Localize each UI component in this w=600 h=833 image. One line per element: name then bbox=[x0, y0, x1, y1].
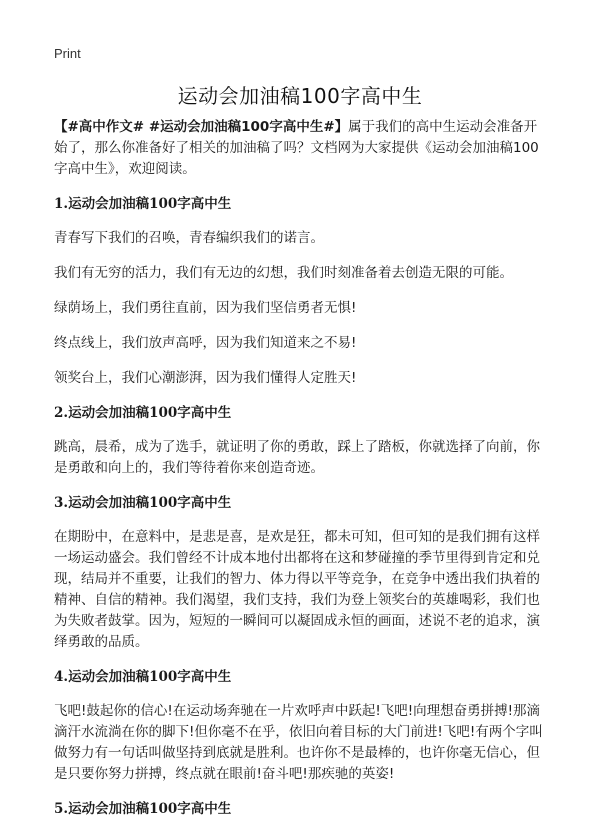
print-link[interactable]: Print bbox=[54, 46, 81, 61]
page-title: 运动会加油稿100字高中生 bbox=[177, 84, 423, 108]
section-1 bbox=[54, 194, 546, 389]
section-paragraph: 我们有无穷的活力，我们有无边的幻想，我们时刻准备着去创造无限的可能。 bbox=[54, 265, 513, 281]
section-paragraph: 绿荫场上，我们勇往直前，因为我们坚信勇者无惧! bbox=[54, 300, 357, 316]
intro-paragraph bbox=[54, 117, 546, 180]
section-4 bbox=[54, 667, 546, 785]
section-paragraph: 终点线上，我们放声高呼，因为我们知道来之不易! bbox=[54, 335, 357, 351]
intro-tag: 【#高中作文# #运动会加油稿100字高中生#】 bbox=[54, 119, 349, 135]
intro-text: 属于我们的高中生运动会准备开始了，那么你准备好了相关的加油稿了吗？文档网为大家提供《运动会加油稿100字高中生》，欢迎阅读。 bbox=[54, 119, 539, 177]
section-5 bbox=[54, 799, 546, 819]
section-2 bbox=[54, 403, 546, 479]
section-paragraph: 跳高，晨希，成为了选手，就证明了你的勇敢，踩上了踏板，你就选择了向前，你是勇敢和向上的，我们等待着你来创造奇迹。 bbox=[54, 439, 540, 476]
section-3 bbox=[54, 493, 546, 653]
section-paragraph: 在期盼中，在意料中，是悲是喜，是欢是狂，都未可知，但可知的是我们拥有这样一场运动盛会。我们曾经不计成本地付出都将在这和梦碰撞的季节里得到肯定和兑现，结局并不重要，让我们的智力、体力得以平等竞争，在竞争中透出我们执着的精神、自信的精神。我们渴望，我们支持，我们为登上领奖台的英雄喝彩，我们也为失败者鼓掌。因为，短短的一瞬间可以凝固成永恒的画面，述说不老的追求，演绎勇敢的品质。 bbox=[54, 529, 540, 650]
section-heading: 3.运动会加油稿100字高中生 bbox=[54, 495, 232, 511]
section-heading: 2.运动会加油稿100字高中生 bbox=[54, 405, 232, 421]
section-heading: 4.运动会加油稿100字高中生 bbox=[54, 669, 232, 685]
section-heading: 1.运动会加油稿100字高中生 bbox=[54, 196, 232, 212]
section-paragraph: 青春写下我们的召唤，青春编织我们的诺言。 bbox=[54, 230, 324, 246]
section-heading: 5.运动会加油稿100字高中生 bbox=[54, 801, 232, 817]
section-paragraph: 飞吧!鼓起你的信心!在运动场奔驰在一片欢呼声中跃起!飞吧!向理想奋勇拼搏!那滴滴汗水流淌在你的脚下!但你毫不在乎，依旧向着目标的大门前进!飞吧!有两个字叫做努力有一句话叫做坚持到底就是胜利。也许你不是最棒的，也许你毫无信心，但是只要你努力拼搏，终点就在眼前!奋斗吧!那疾驰的英姿! bbox=[54, 703, 543, 782]
section-paragraph: 领奖台上，我们心潮澎湃，因为我们懂得人定胜天! bbox=[54, 370, 357, 386]
article-body bbox=[54, 117, 546, 833]
